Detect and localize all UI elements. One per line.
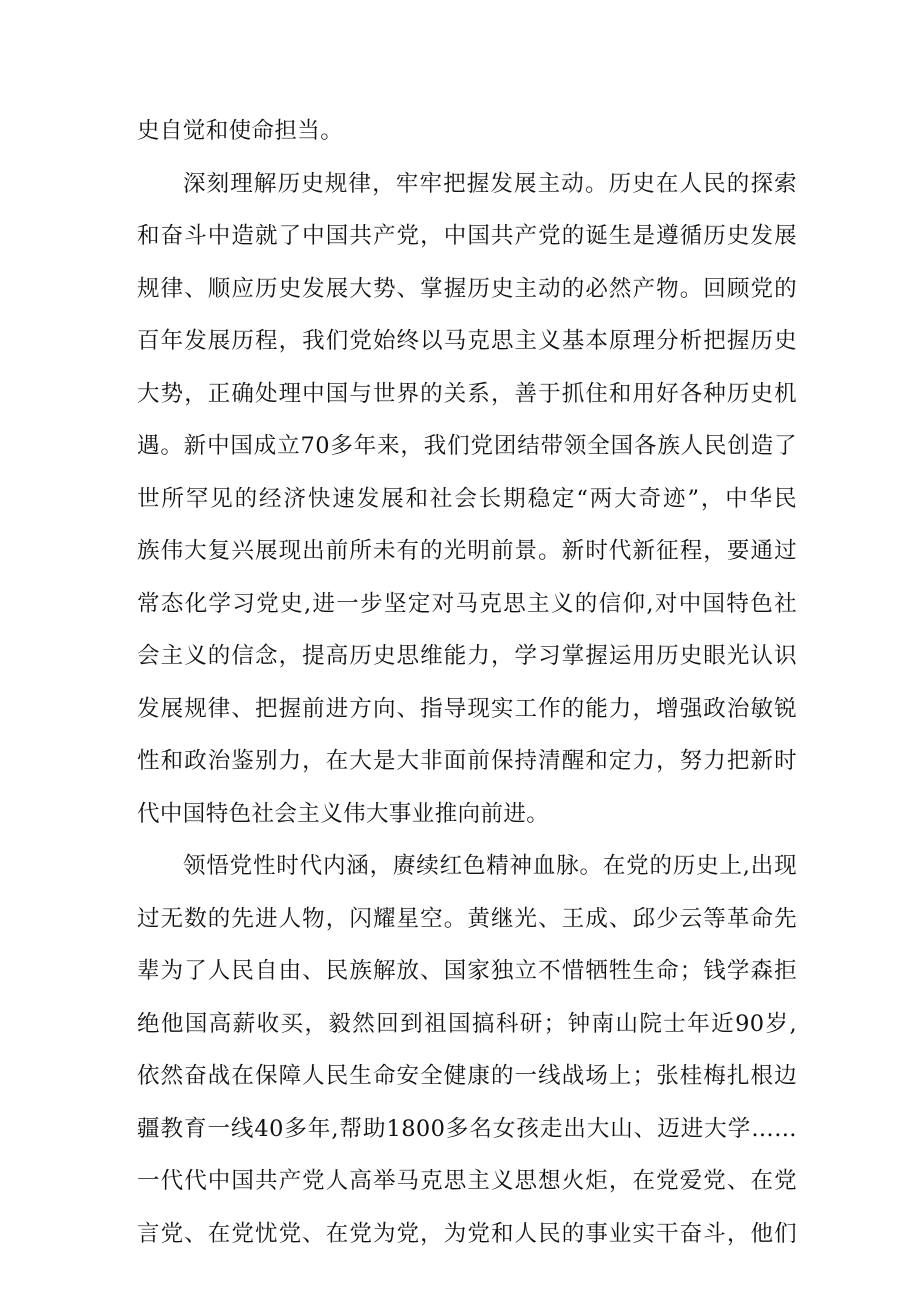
text-line: 百年发展历程，我们党始终以马克思主义基本原理分析把握历史	[137, 328, 797, 354]
text-line: 言党、在党忧党、在党为党，为党和人民的事业实干奋斗，他们	[137, 1220, 797, 1247]
text-line: 绝他国高薪收买，毅然回到祖国搞科研；钟南山院士年近90岁,	[137, 1010, 797, 1037]
text-line: 发展规律、把握前进方向、指导现实工作的能力，增强政治敏锐	[137, 695, 797, 722]
text-line: 和奋斗中造就了中国共产党，中国共产党的诞生是遵循历史发展	[137, 223, 797, 249]
text-line: 族伟大复兴展现出前所未有的光明前景。新时代新征程，要通过	[137, 538, 797, 564]
text-line: 世所罕见的经济快速发展和社会长期稳定“两大奇迹”，中华民	[137, 485, 797, 512]
text-line: 依然奋战在保障人民生命安全健康的一线战场上；张桂梅扎根边	[137, 1063, 797, 1089]
text-line: 大势，正确处理中国与世界的关系，善于抓住和用好各种历史机	[137, 380, 797, 407]
text-line: 会主义的信念，提高历史思维能力，学习掌握运用历史眼光认识	[137, 643, 797, 669]
text-line: 规律、顺应历史发展大势、掌握历史主动的必然产物。回顾党的	[137, 275, 797, 302]
paragraph-first-line: 领悟党性时代内涵，赓续红色精神血脉。在党的历史上,出现	[183, 853, 797, 879]
paragraph-last-line: 代中国特色社会主义伟大事业推向前进。	[137, 800, 550, 827]
text-line: 性和政治鉴别力，在大是大非面前保持清醒和定力，努力把新时	[137, 748, 797, 774]
text-line: 一代代中国共产党人高举马克思主义思想火炬，在党爱党、在党	[137, 1168, 797, 1194]
text-line: 史自觉和使命担当。	[137, 118, 344, 144]
body-text	[137, 105, 797, 1260]
text-line: 过无数的先进人物，闪耀星空。黄继光、王成、邱少云等革命先	[137, 905, 797, 932]
text-line: 遇。新中国成立70多年来，我们党团结带领全国各族人民创造了	[137, 433, 797, 459]
paragraph-first-line: 深刻理解历史规律，牢牢把握发展主动。历史在人民的探索	[183, 170, 797, 197]
text-line: 常态化学习党史,进一步坚定对马克思主义的信仰,对中国特色社	[137, 590, 797, 617]
text-line: 疆教育一线40多年,帮助1800多名女孩走出大山、迈进大学……	[137, 1115, 797, 1142]
text-line: 辈为了人民自由、民族解放、国家独立不惜牺牲生命；钱学森拒	[137, 958, 797, 984]
